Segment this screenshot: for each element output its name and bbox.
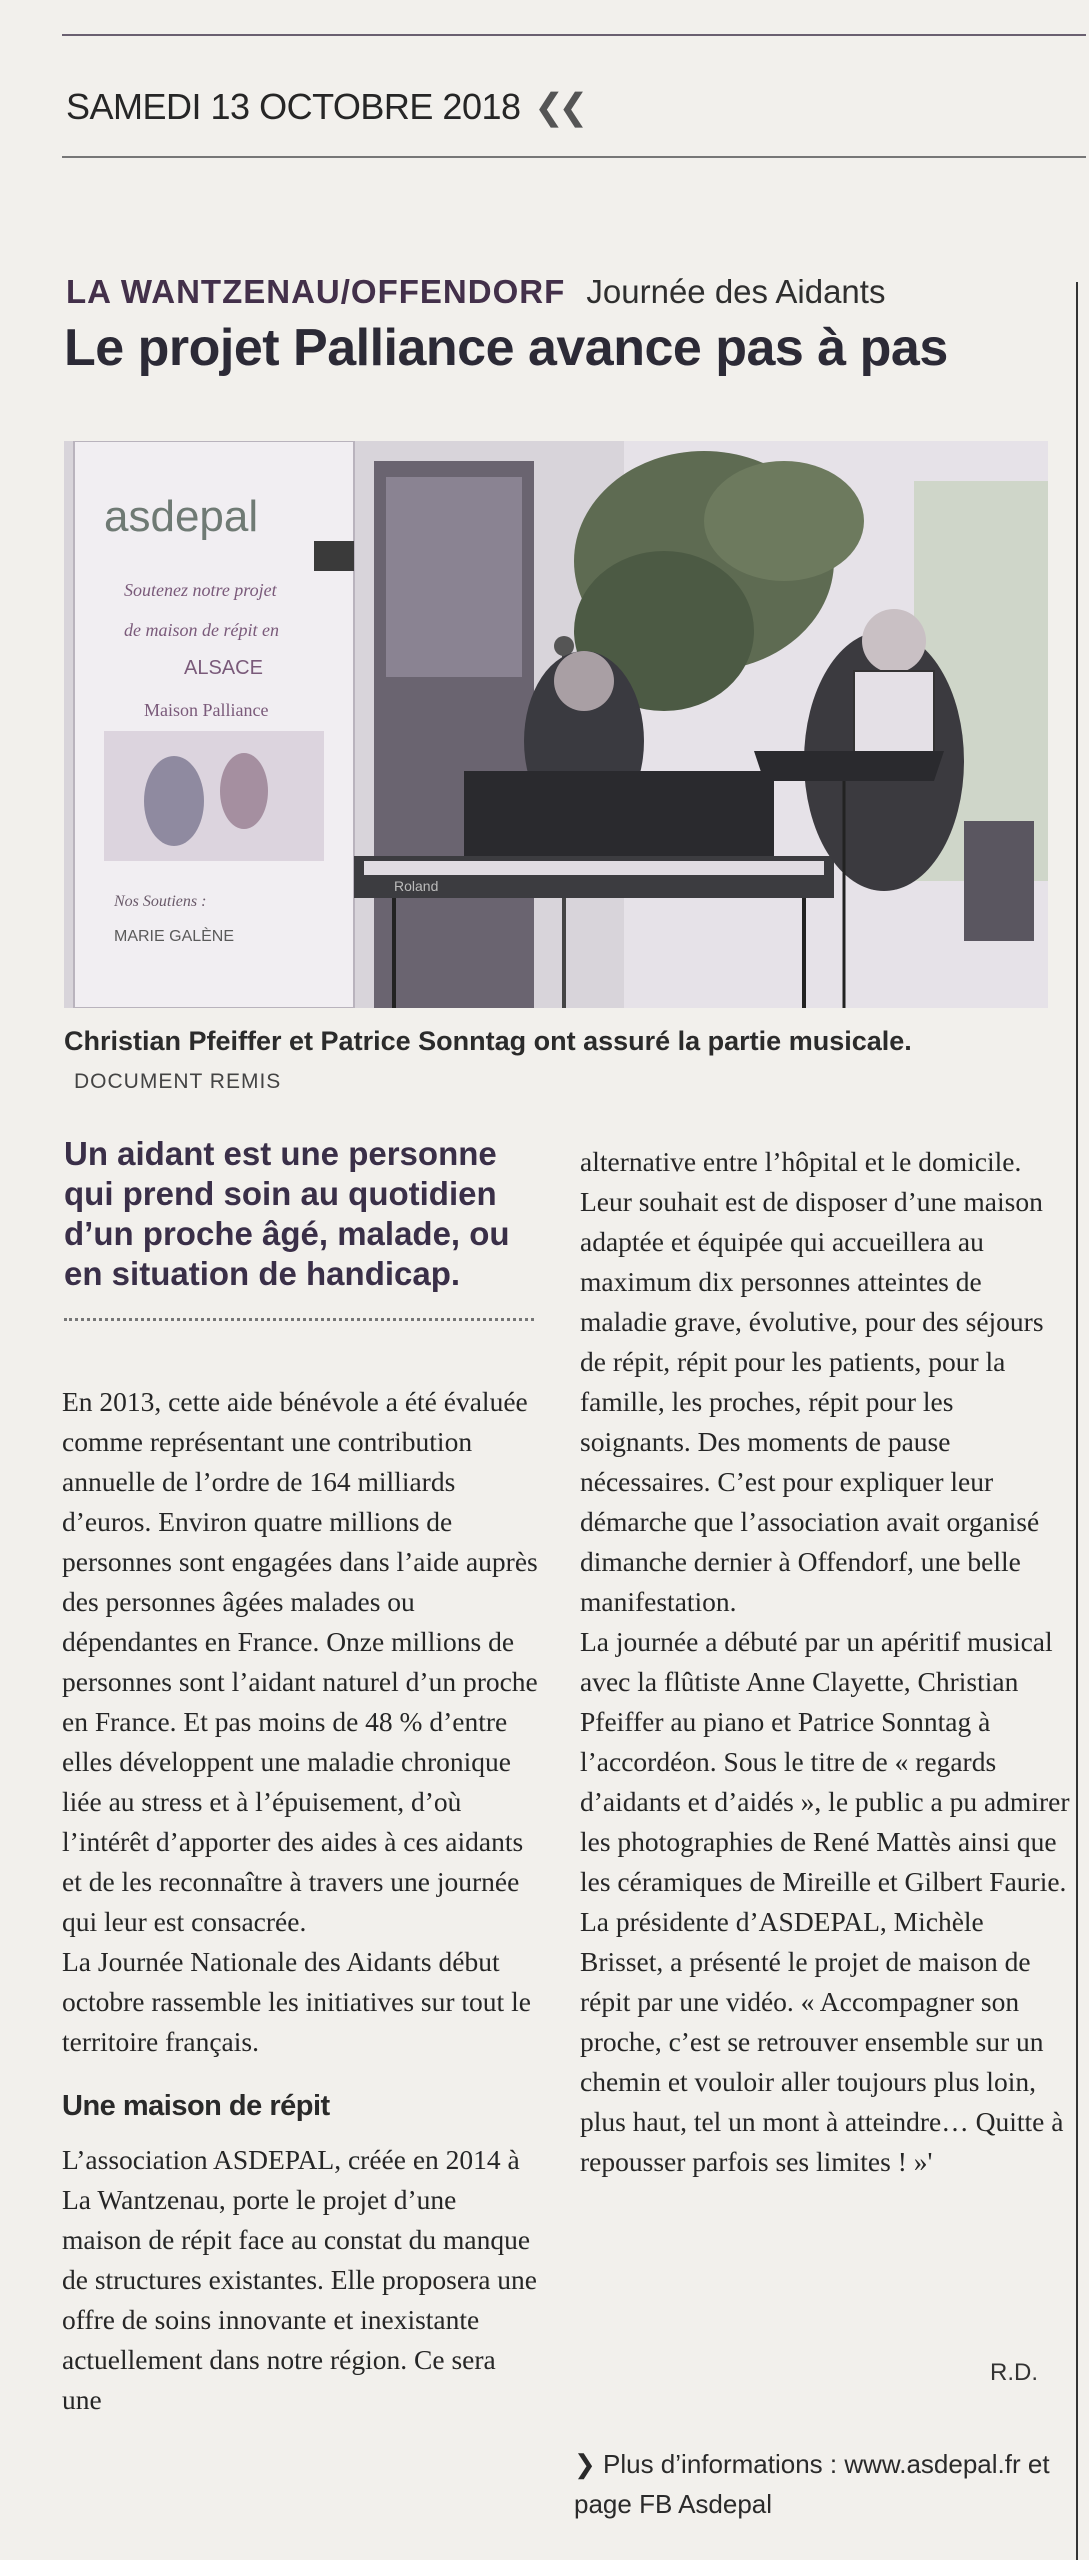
column-right [580, 1142, 1070, 2182]
article-headline: Le projet Palliance avance pas à pas [64, 319, 948, 377]
more-info: ❯ Plus d’informations : www.asdepal.fr et page FB Asdepal [574, 2449, 1050, 2519]
author-signature: R.D. [990, 2359, 1038, 2386]
dotted-separator [64, 1318, 534, 1321]
paragraph-1: En 2013, cette aide bénévole a été évaluée comme représentant une contribution annuelle de l’ordre de 164 milliards d’euros. Environ quatre millions de personnes sont engagées dans l’aide auprès des personnes âgées malades ou dépendantes en France. Onze millions de personnes sont l’aidant naturel d’un proche en France. Et pas moins de 48 % d’entre elles développent une maladie chronique liée au stress et à l’épuisement, d’où l’intérêt d’apporter des aides à ces aidants et de les reconnaître à travers une journée qui leur est consacrée. [62, 1386, 538, 1937]
paragraph-6: La présidente d’ASDEPAL, Michèle Brisset, a présenté le projet de maison de répit par une vidéo. « Accompagner son proche, c’est se retrouver ensemble sur un chemin et vouloir aller toujours plus loin, plus haut, tel un mont à atteindre… Quitte à repousser parfois ses limites ! »' [580, 1906, 1064, 2177]
kicker-rubric: Journée des Aidants [586, 273, 886, 310]
paragraph-3: L’association ASDEPAL, créée en 2014 à La Wantzenau, porte le projet d’une maison de répit face au constat du manque de structures existantes. Elle proposera une offre de soins innovante et inexistante actuellement dans notre région. Ce sera une [62, 2144, 537, 2415]
kicker-location: LA WANTZENAU/OFFENDORF [66, 273, 566, 310]
chevron-marker-icon: ❮❮ [534, 86, 583, 127]
paragraph-5: La journée a débuté par un apéritif musical avec la flûtiste Anne Clayette, Christian Pfeiffer au piano et Patrice Sonntag à l’accordéon. Sous le titre de « regards d’aidants et d’aidés », le public a pu admirer les photographies de René Mattès ainsi que les céramiques de Mireille et Gilbert Faurie. [580, 1626, 1070, 1897]
date-line [66, 86, 582, 128]
photo-credit: DOCUMENT REMIS [74, 1070, 282, 1093]
banner-line-1: Soutenez notre projet [124, 580, 277, 600]
caption-text: Christian Pfeiffer et Patrice Sonntag ont assuré la partie musicale. [64, 1026, 912, 1056]
banner-line-4: Maison Palliance [144, 700, 269, 720]
article-intro: Un aidant est une personne qui prend soin au quotidien d’un proche âgé, malade, ou en situation de handicap. [64, 1135, 510, 1292]
column-rule [1076, 282, 1078, 2560]
top-rule [62, 34, 1086, 36]
banner-brand: asdepal [104, 492, 259, 541]
article-photo [64, 441, 1048, 1008]
paragraph-4: alternative entre l’hôpital et le domicile. Leur souhait est de disposer d’une maison adaptée et équipée qui accueillera au maximum dix personnes atteintes de maladie grave, évolutive, pour des séjours de répit, répit pour les patients, pour la famille, les proches, répit pour les soignants. Des moments de pause nécessaires. C’est pour expliquer leur démarche que l’association avait organisé dimanche dernier à Offendorf, une belle manifestation. [580, 1146, 1044, 1617]
subheading: Une maison de répit [62, 2090, 330, 2122]
banner-line-5: Nos Soutiens : [114, 893, 207, 910]
paragraph-2: La Journée Nationale des Aidants début octobre rassemble les initiatives sur tout le territoire français. [62, 1946, 531, 2057]
issue-date: SAMEDI 13 OCTOBRE 2018 [66, 86, 521, 127]
banner-line-6: MARIE GALÈNE [114, 928, 235, 945]
banner-line-3: ALSACE [184, 657, 263, 679]
article-kicker [66, 273, 885, 311]
column-left [62, 1382, 542, 2420]
piano-brand: Roland [394, 878, 439, 894]
photo-illustration [64, 441, 1048, 1008]
photo-caption [64, 1022, 1044, 1101]
banner-line-2: de maison de répit en [124, 620, 279, 640]
header-rule [62, 156, 1086, 158]
